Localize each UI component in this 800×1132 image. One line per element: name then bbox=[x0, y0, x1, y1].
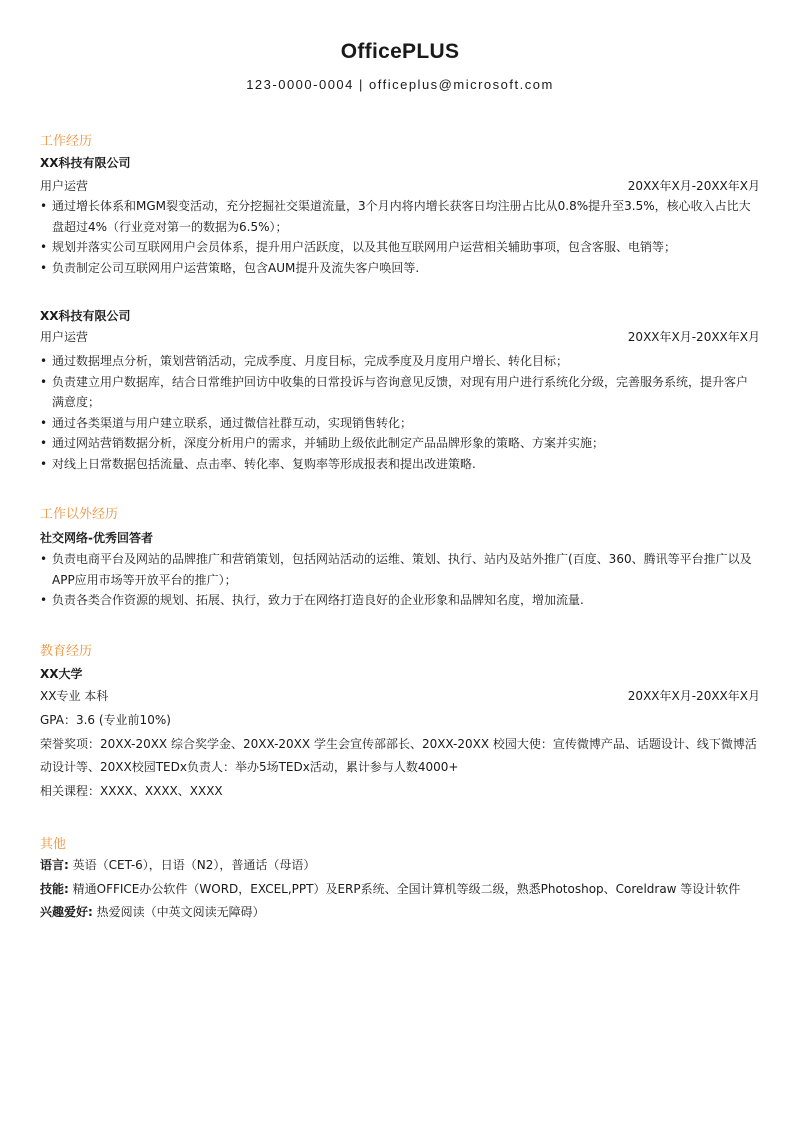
job-1-role: 用户运营 bbox=[40, 179, 89, 193]
other-skills bbox=[40, 878, 760, 901]
education-school: XX大学 bbox=[40, 667, 83, 681]
section-title-work: 工作经历 bbox=[40, 134, 93, 149]
job-1-role-row bbox=[40, 178, 760, 194]
job-2-company: XX科技有限公司 bbox=[40, 309, 131, 323]
education-major: XX专业 本科 bbox=[40, 689, 109, 703]
list-item: • 负责电商平台及网站的品牌推广和营销策划，包括网站活动的运维、策划、执行、站内及站外推广(百度、360、腾讯等平台推广以及APP应用市场等开放平台的推广）； bbox=[40, 549, 758, 590]
list-item: • 通过数据埋点分析，策划营销活动，完成季度、月度目标，完成季度及月度用户增长、转化目标； bbox=[40, 351, 758, 372]
job-1-period: 20XX年X月-20XX年X月 bbox=[627, 179, 760, 193]
other-language bbox=[40, 854, 760, 877]
hobby-label: 兴趣爱好: bbox=[40, 905, 93, 919]
contact-info: 123-0000-0004 | officeplus@microsoft.com bbox=[246, 77, 554, 92]
list-item: • 负责建立用户数据库，结合日常维护回访中收集的日常投诉与咨询意见反馈，对现有用户进行系统化分级，完善服务系统，提升客户满意度； bbox=[40, 372, 758, 413]
extra-bullets bbox=[40, 549, 758, 611]
language-label: 语言: bbox=[40, 858, 69, 872]
education-courses: 相关课程：XXXX、XXXX、XXXX bbox=[40, 784, 223, 798]
list-item: • 负责制定公司互联网用户运营策略，包含AUM提升及流失客户唤回等. bbox=[40, 258, 758, 279]
skills-value: 精通OFFICE办公软件（WORD，EXCEL,PPT）及ERP系统、全国计算机等级二级，熟悉Photoshop、Coreldraw 等设计软件 bbox=[68, 882, 741, 896]
list-item: • 负责各类合作资源的规划、拓展、执行，致力于在网络打造良好的企业形象和品牌知名度，增加流量. bbox=[40, 590, 758, 611]
extra-org: 社交网络-优秀回答者 bbox=[40, 531, 153, 545]
skills-label: 技能: bbox=[40, 882, 69, 896]
list-item: • 规划并落实公司互联网用户会员体系，提升用户活跃度，以及其他互联网用户运营相关辅助事项，包含客服、电销等； bbox=[40, 237, 758, 258]
job-2-role-row bbox=[40, 329, 760, 345]
language-value: 英语（CET-6），日语（N2），普通话（母语） bbox=[68, 858, 316, 872]
education-gpa: GPA：3.6 (专业前10%) bbox=[40, 713, 171, 727]
hobby-value: 热爱阅读（中英文阅读无障碍） bbox=[92, 905, 265, 919]
section-title-extra: 工作以外经历 bbox=[40, 507, 119, 522]
education-period: 20XX年X月-20XX年X月 bbox=[627, 689, 760, 703]
job-2-period: 20XX年X月-20XX年X月 bbox=[627, 330, 760, 344]
section-title-other: 其他 bbox=[40, 837, 67, 852]
education-honors: 荣誉奖项：20XX-20XX 综合奖学金、20XX-20XX 学生会宣传部部长、20XX-20XX 校园大使：宣传微博产品、话题设计、线下微博活动设计等、20XX校园TEDx负责人：举办5场TEDx活动，累计参与人数4000+ bbox=[40, 737, 757, 774]
list-item: • 对线上日常数据包括流量、点击率、转化率、复购率等形成报表和提出改进策略. bbox=[40, 454, 758, 475]
other-hobby bbox=[40, 901, 760, 924]
list-item: • 通过网站营销数据分析，深度分析用户的需求，并辅助上级依此制定产品品牌形象的策略、方案并实施； bbox=[40, 433, 758, 454]
list-item: • 通过增长体系和MGM裂变活动，充分挖掘社交渠道流量，3个月内将内增长获客日均注册占比从0.8%提升至3.5%，核心收入占比大盘超过4%（行业竞对第一的数据为6.5%）； bbox=[40, 196, 758, 237]
education-major-row bbox=[40, 688, 760, 704]
job-2-role: 用户运营 bbox=[40, 330, 89, 344]
job-1-bullets bbox=[40, 196, 758, 278]
job-1-company: XX科技有限公司 bbox=[40, 156, 131, 170]
list-item: • 通过各类渠道与用户建立联系，通过微信社群互动，实现销售转化； bbox=[40, 413, 758, 434]
job-2-bullets bbox=[40, 351, 758, 474]
resume-name: OfficePLUS bbox=[340, 40, 460, 63]
section-title-education: 教育经历 bbox=[40, 644, 93, 659]
